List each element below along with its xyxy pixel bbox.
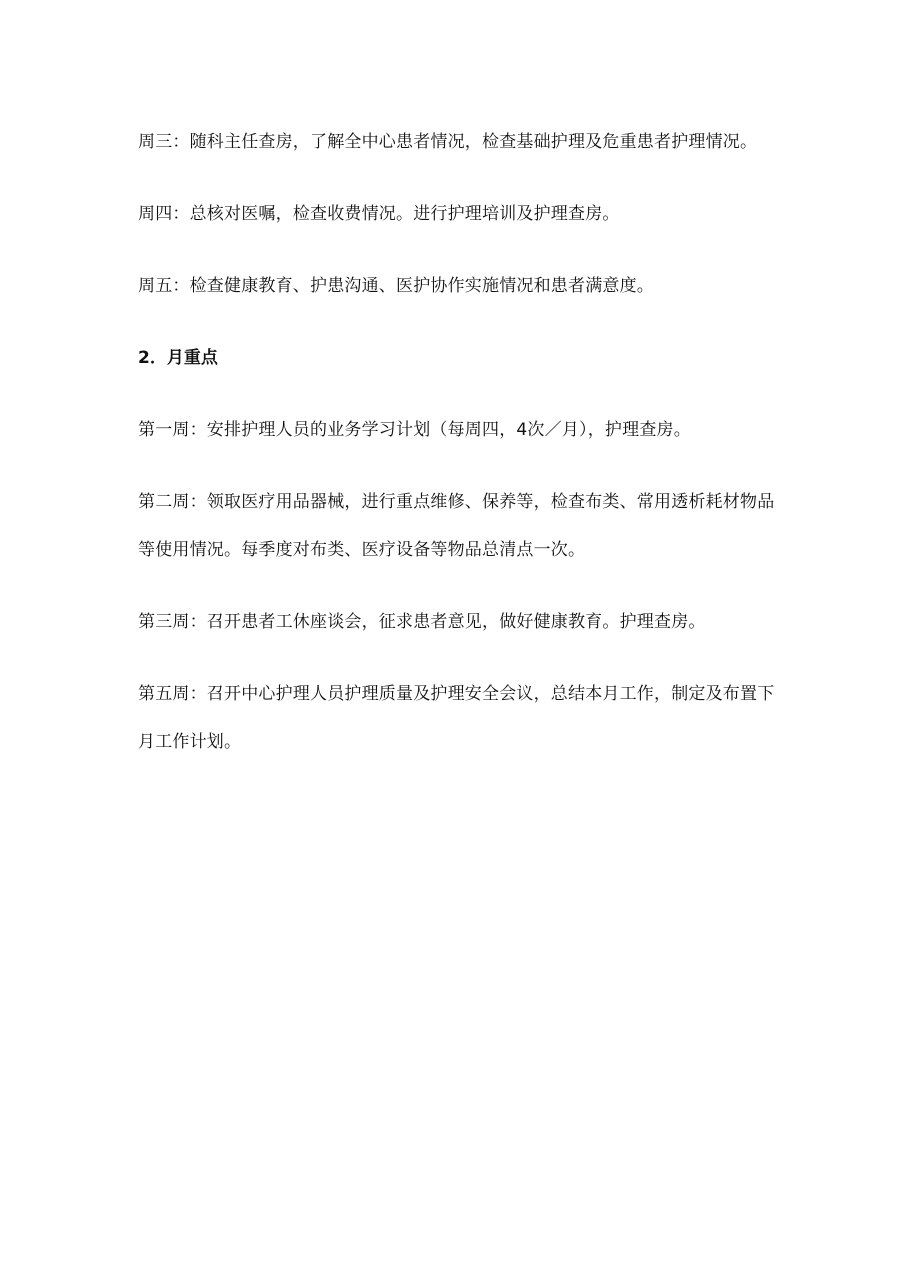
paragraph-week-1: 第一周：安排护理人员的业务学习计划（每周四，4次／月），护理查房。 [138, 420, 691, 440]
paragraph-week-2: 第二周：领取医疗用品器械，进行重点维修、保养等，检查布类、常用透析耗材物品等使用情况。每季度对布类、医疗设备等物品总清点一次。 [138, 492, 775, 560]
paragraph-wednesday: 周三：随科主任查房，了解全中心患者情况，检查基础护理及危重患者护理情况。 [138, 132, 758, 152]
paragraph-week-3: 第三周：召开患者工休座谈会，征求患者意见，做好健康教育。护理查房。 [138, 612, 706, 632]
paragraph-week-5: 第五周：召开中心护理人员护理质量及护理安全会议，总结本月工作，制定及布置下月工作计划。 [138, 684, 775, 752]
paragraph-thursday: 周四：总核对医嘱，检查收费情况。进行护理培训及护理查房。 [138, 204, 620, 224]
paragraph-friday: 周五：检查健康教育、护患沟通、医护协作实施情况和患者满意度。 [138, 276, 654, 296]
document-body [138, 118, 778, 790]
section-heading-monthly: 2．月重点 [138, 348, 218, 368]
